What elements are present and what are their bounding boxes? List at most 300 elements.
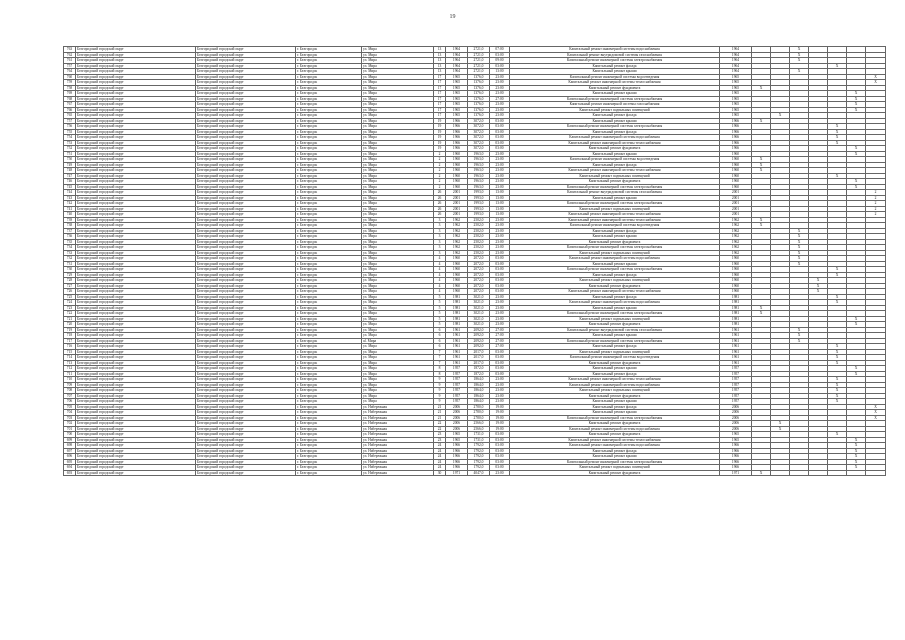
house-cell: 5: [434, 316, 446, 322]
work-type-cell: Капитальный ремонт крыши: [510, 234, 720, 240]
street-cell: ул. Набережная: [362, 443, 434, 449]
work-type-cell: Капитальный ремонт крыши: [510, 305, 720, 311]
period-mark-cell: X: [790, 239, 809, 245]
work-type-cell: Капитальный ремонт подвальных помещений: [510, 388, 720, 394]
area-cell: 2721,0: [468, 47, 490, 53]
municipality-cell: Белгородский городской округ: [76, 151, 196, 157]
street-cell: ул. Мира: [362, 179, 434, 185]
municipality-cell: Белгородский городской округ: [76, 305, 196, 311]
build-year-cell: 1966: [446, 465, 468, 471]
row-number-cell: 715: [64, 349, 76, 355]
street-cell: ул. Мира: [362, 267, 434, 273]
date-cell: 19:00: [490, 410, 510, 416]
house-cell: 6: [434, 327, 446, 333]
street-cell: ул. Мира: [362, 63, 434, 69]
locality-cell: г. Белгородск: [296, 63, 362, 69]
period-mark-cell: 2: [866, 195, 886, 201]
area-cell: 2721,0: [468, 58, 490, 64]
area-cell: 1376,0: [468, 80, 490, 86]
area-cell: 1993,0: [468, 206, 490, 212]
locality-cell: г. Белгородск: [296, 195, 362, 201]
work-type-cell: Капитальный ремонт фасада: [510, 344, 720, 350]
plan-year-cell: 1966: [720, 124, 752, 130]
municipality-cell: Белгородский городской округ: [76, 300, 196, 306]
date-cell: 23:00: [490, 162, 510, 168]
municipality-cell: Белгородский городской округ: [76, 465, 196, 471]
locality-cell: г. Белгородск: [296, 322, 362, 328]
municipality-cell: Белгородский городской округ: [76, 239, 196, 245]
municipality-cell: Белгородский городской округ: [76, 69, 196, 75]
locality-cell: г. Белгородск: [296, 311, 362, 317]
street-cell: ул. Мира: [362, 52, 434, 58]
settlement-cell: Белгородский городской округ: [196, 52, 296, 58]
settlement-cell: Белгородский городской округ: [196, 184, 296, 190]
area-cell: 2072,0: [468, 256, 490, 262]
settlement-cell: Белгородский городской округ: [196, 311, 296, 317]
plan-year-cell: 1960: [720, 168, 752, 174]
work-type-cell: Капитальный ремонт фасада: [510, 294, 720, 300]
area-cell: 2017,0: [468, 360, 490, 366]
row-number-cell: 749: [64, 162, 76, 168]
plan-year-cell: 1962: [720, 217, 752, 223]
row-number-cell: 700: [64, 432, 76, 438]
row-number-cell: 726: [64, 289, 76, 295]
house-cell: 13: [434, 69, 446, 75]
build-year-cell: 1965: [446, 96, 468, 102]
work-type-cell: Капитальный ремонт подвальных помещений: [510, 206, 720, 212]
plan-year-cell: 1964: [720, 69, 752, 75]
build-year-cell: 1960: [446, 157, 468, 163]
row-number-cell: 755: [64, 129, 76, 135]
locality-cell: г. Белгородск: [296, 327, 362, 333]
work-type-cell: Капитальный ремонт крыши: [510, 333, 720, 339]
municipality-cell: Белгородский городской округ: [76, 448, 196, 454]
plan-year-cell: 1957: [720, 382, 752, 388]
municipality-cell: Белгородский городской округ: [76, 91, 196, 97]
build-year-cell: 1965: [446, 74, 468, 80]
build-year-cell: 1981: [446, 305, 468, 311]
house-cell: 17: [434, 113, 446, 119]
date-cell: 03:00: [490, 124, 510, 130]
plan-year-cell: 1966: [720, 146, 752, 152]
settlement-cell: Белгородский городской округ: [196, 371, 296, 377]
work-type-cell: Капитальный ремонт инженерной системы водоснабжения: [510, 135, 720, 141]
plan-year-cell: 1960: [720, 179, 752, 185]
period-mark-cell: X: [828, 399, 847, 405]
date-cell: 27:00: [490, 333, 510, 339]
work-type-cell: Капитальный ремонт инженерной системы водоснабжения: [510, 256, 720, 262]
street-cell: ул. Набережная: [362, 404, 434, 410]
date-cell: 19:00: [490, 415, 510, 421]
build-year-cell: 1960: [446, 179, 468, 185]
plan-year-cell: 2001: [720, 212, 752, 218]
period-mark-cell: X: [790, 47, 809, 53]
locality-cell: г. Белгородск: [296, 338, 362, 344]
period-mark-cell: X: [847, 184, 866, 190]
build-year-cell: 2006: [446, 426, 468, 432]
date-cell: 23:00: [490, 393, 510, 399]
street-cell: ул. Мира: [362, 173, 434, 179]
period-mark-cell: X: [752, 162, 771, 168]
area-cell: 1864,0: [468, 399, 490, 405]
street-cell: ул. Мира: [362, 393, 434, 399]
plan-year-cell: 1964: [720, 47, 752, 53]
settlement-cell: Белгородский городской округ: [196, 432, 296, 438]
row-number-cell: 759: [64, 80, 76, 86]
municipality-cell: Белгородский городской округ: [76, 415, 196, 421]
area-cell: 2566,0: [468, 421, 490, 427]
work-type-cell: Капитальный ремонт подвальных помещений: [510, 173, 720, 179]
street-cell: ул. Набережная: [362, 470, 434, 476]
work-type-cell: Капитальный ремонт инженерной системы электроснабжения: [510, 184, 720, 190]
build-year-cell: 1960: [446, 168, 468, 174]
street-cell: ул. Мира: [362, 140, 434, 146]
work-type-cell: Капитальный ремонт инженерной системы водоснабжения: [510, 426, 720, 432]
municipality-cell: Белгородский городской округ: [76, 107, 196, 113]
locality-cell: г. Белгородск: [296, 69, 362, 75]
row-number-cell: 758: [64, 85, 76, 91]
date-cell: 03:00: [490, 465, 510, 471]
street-cell: ул. Мира: [362, 102, 434, 108]
locality-cell: г. Белгородск: [296, 146, 362, 152]
settlement-cell: Белгородский городской округ: [196, 448, 296, 454]
plan-year-cell: 1957: [720, 366, 752, 372]
date-cell: 23:00: [490, 388, 510, 394]
municipality-cell: Белгородский городской округ: [76, 124, 196, 130]
locality-cell: г. Белгородск: [296, 432, 362, 438]
municipality-cell: Белгородский городской округ: [76, 80, 196, 86]
settlement-cell: Белгородский городской округ: [196, 47, 296, 53]
settlement-cell: Белгородский городской округ: [196, 107, 296, 113]
date-cell: 23:00: [490, 470, 510, 476]
area-cell: 2017,0: [468, 349, 490, 355]
row-number-cell: 704: [64, 410, 76, 416]
settlement-cell: Белгородский городской округ: [196, 135, 296, 141]
municipality-cell: Белгородский городской округ: [76, 360, 196, 366]
period-mark-cell: X: [828, 393, 847, 399]
plan-year-cell: 1961: [720, 360, 752, 366]
work-type-cell: Капитальный ремонт фундамента: [510, 470, 720, 476]
area-cell: 1376,0: [468, 74, 490, 80]
house-cell: 4: [434, 289, 446, 295]
area-cell: 2502,0: [468, 217, 490, 223]
date-cell: 03:00: [490, 289, 510, 295]
row-number-cell: 728: [64, 278, 76, 284]
house-cell: 13: [434, 63, 446, 69]
locality-cell: г. Белгородск: [296, 294, 362, 300]
row-number-cell: 705: [64, 404, 76, 410]
settlement-cell: Белгородский городской округ: [196, 124, 296, 130]
house-cell: 9: [434, 382, 446, 388]
house-cell: 4: [434, 261, 446, 267]
plan-year-cell: 1960: [720, 184, 752, 190]
date-cell: 13:00: [490, 190, 510, 196]
plan-year-cell: 1964: [720, 58, 752, 64]
work-type-cell: Капитальный ремонт инженерной системы теплоснабжения: [510, 140, 720, 146]
municipality-cell: Белгородский городской округ: [76, 162, 196, 168]
period-mark-cell: 2: [866, 212, 886, 218]
street-cell: ул. Мира: [362, 316, 434, 322]
area-cell: 1376,0: [468, 113, 490, 119]
row-number-cell: 769: [64, 91, 76, 97]
work-type-cell: Капитальный ремонт фундамента: [510, 432, 720, 438]
locality-cell: г. Белгородск: [296, 267, 362, 273]
area-cell: 3072,0: [468, 135, 490, 141]
build-year-cell: 1981: [446, 294, 468, 300]
settlement-cell: Белгородский городской округ: [196, 459, 296, 465]
period-mark-cell: X: [752, 217, 771, 223]
date-cell: 03:00: [490, 437, 510, 443]
build-year-cell: 1965: [446, 80, 468, 86]
work-type-cell: Капитальный ремонт инженерной системы электроснабжения: [510, 201, 720, 207]
date-cell: 03:00: [490, 129, 510, 135]
house-cell: 9: [434, 388, 446, 394]
period-mark-cell: [866, 470, 886, 476]
period-mark-cell: X: [847, 91, 866, 97]
row-number-cell: 762: [64, 52, 76, 58]
work-type-cell: Капитальный ремонт инженерной системы водоснабжения: [510, 382, 720, 388]
settlement-cell: Белгородский городской округ: [196, 151, 296, 157]
municipality-cell: Белгородский городской округ: [76, 272, 196, 278]
row-number-cell: 734: [64, 245, 76, 251]
settlement-cell: Белгородский городской округ: [196, 245, 296, 251]
date-cell: 23:00: [490, 91, 510, 97]
settlement-cell: Белгородский городской округ: [196, 113, 296, 119]
street-cell: ул. Мира: [362, 212, 434, 218]
street-cell: ул. Мира: [362, 377, 434, 383]
locality-cell: г. Белгородск: [296, 107, 362, 113]
period-mark-cell: X: [847, 107, 866, 113]
work-type-cell: Капитальный ремонт внутридомовой системы газоснабжения: [510, 190, 720, 196]
area-cell: 1963,0: [468, 162, 490, 168]
plan-year-cell: 1960: [720, 278, 752, 284]
row-number-cell: 701: [64, 426, 76, 432]
area-cell: 4047,0: [468, 470, 490, 476]
plan-year-cell: 1962: [720, 245, 752, 251]
house-cell: 26: [434, 206, 446, 212]
period-mark-cell: X: [828, 135, 847, 141]
date-cell: 23:00: [490, 173, 510, 179]
street-cell: ул. Мира: [362, 201, 434, 207]
locality-cell: г. Белгородск: [296, 162, 362, 168]
street-cell: ул. Мира: [362, 371, 434, 377]
area-cell: 1993,0: [468, 195, 490, 201]
build-year-cell: 1960: [446, 289, 468, 295]
build-year-cell: 1965: [446, 85, 468, 91]
municipality-cell: Белгородский городской округ: [76, 201, 196, 207]
build-year-cell: 1957: [446, 377, 468, 383]
plan-year-cell: 1962: [720, 239, 752, 245]
row-number-cell: 702: [64, 421, 76, 427]
house-cell: 19: [434, 140, 446, 146]
build-year-cell: 1962: [446, 234, 468, 240]
plan-year-cell: 2001: [720, 190, 752, 196]
house-cell: 9: [434, 377, 446, 383]
period-mark-cell: X: [790, 228, 809, 234]
settlement-cell: Белгородский городской округ: [196, 294, 296, 300]
work-type-cell: Капитальный ремонт фасада: [510, 162, 720, 168]
work-type-cell: Капитальный ремонт инженерной системы электроснабжения: [510, 58, 720, 64]
date-cell: 23:00: [490, 311, 510, 317]
work-type-cell: Капитальный ремонт фасада: [510, 228, 720, 234]
street-cell: ул. Мира: [362, 91, 434, 97]
build-year-cell: 1981: [446, 311, 468, 317]
area-cell: 1872,0: [468, 371, 490, 377]
locality-cell: г. Белгородск: [296, 272, 362, 278]
house-cell: 26: [434, 190, 446, 196]
date-cell: 03:00: [490, 135, 510, 141]
work-type-cell: Капитальный ремонт внутридомовой системы газоснабжения: [510, 327, 720, 333]
municipality-cell: Белгородский городской округ: [76, 366, 196, 372]
locality-cell: г. Белгородск: [296, 421, 362, 427]
date-cell: 03:00: [490, 443, 510, 449]
settlement-cell: Белгородский городской округ: [196, 63, 296, 69]
municipality-cell: Белгородский городской округ: [76, 377, 196, 383]
period-mark-cell: X: [771, 421, 790, 427]
period-mark-cell: X: [847, 322, 866, 328]
build-year-cell: 1961: [446, 327, 468, 333]
period-mark-cell: X: [752, 168, 771, 174]
house-cell: 3: [434, 239, 446, 245]
area-cell: 1792,0: [468, 448, 490, 454]
row-number-cell: 737: [64, 228, 76, 234]
build-year-cell: 1966: [446, 443, 468, 449]
municipality-cell: Белгородский городской округ: [76, 267, 196, 273]
street-cell: ул. Мира: [362, 124, 434, 130]
build-year-cell: 1957: [446, 382, 468, 388]
date-cell: 23:00: [490, 382, 510, 388]
plan-year-cell: 1965: [720, 74, 752, 80]
plan-year-cell: 1966: [720, 118, 752, 124]
house-cell: 24: [434, 443, 446, 449]
date-cell: 13:00: [490, 201, 510, 207]
municipality-cell: Белгородский городской округ: [76, 344, 196, 350]
street-cell: ул. Мира: [362, 382, 434, 388]
settlement-cell: Белгородский городской округ: [196, 377, 296, 383]
period-mark-cell: [771, 470, 790, 476]
municipality-cell: Белгородский городской округ: [76, 443, 196, 449]
house-cell: 17: [434, 80, 446, 86]
build-year-cell: 1960: [446, 261, 468, 267]
settlement-cell: Белгородский городской округ: [196, 289, 296, 295]
work-type-cell: Капитальный ремонт внутридомовой системы газоснабжения: [510, 52, 720, 58]
settlement-cell: Белгородский городской округ: [196, 250, 296, 256]
street-cell: ул. Мира: [362, 272, 434, 278]
street-cell: ул. Мира: [362, 305, 434, 311]
plan-year-cell: 1961: [720, 355, 752, 361]
date-cell: 13:00: [490, 195, 510, 201]
period-mark-cell: X: [752, 118, 771, 124]
area-cell: 2072,0: [468, 272, 490, 278]
area-cell: 1376,0: [468, 85, 490, 91]
plan-year-cell: 1960: [720, 151, 752, 157]
settlement-cell: Белгородский городской округ: [196, 360, 296, 366]
row-number-cell: 767: [64, 102, 76, 108]
area-cell: 3021,0: [468, 311, 490, 317]
municipality-cell: Белгородский городской округ: [76, 228, 196, 234]
plan-year-cell: 1960: [720, 173, 752, 179]
municipality-cell: Белгородский городской округ: [76, 129, 196, 135]
settlement-cell: Белгородский городской округ: [196, 338, 296, 344]
row-number-cell: 740: [64, 212, 76, 218]
period-mark-cell: X: [790, 58, 809, 64]
municipality-cell: Белгородский городской округ: [76, 74, 196, 80]
work-type-cell: Капитальный ремонт инженерной системы водоснабжения: [510, 300, 720, 306]
municipality-cell: Белгородский городской округ: [76, 371, 196, 377]
period-mark-cell: X: [790, 69, 809, 75]
date-cell: 09:00: [490, 58, 510, 64]
house-cell: 17: [434, 91, 446, 97]
row-number-cell: 699: [64, 437, 76, 443]
period-mark-cell: X: [828, 272, 847, 278]
row-number-cell: 714: [64, 355, 76, 361]
settlement-cell: Белгородский городской округ: [196, 179, 296, 185]
locality-cell: г. Белгородск: [296, 173, 362, 179]
locality-cell: г. Белгородск: [296, 239, 362, 245]
plan-year-cell: 1960: [720, 283, 752, 289]
plan-year-cell: 1962: [720, 250, 752, 256]
locality-cell: г. Белгородск: [296, 371, 362, 377]
date-cell: 07:00: [490, 47, 510, 53]
area-cell: 1963,0: [468, 151, 490, 157]
date-cell: 03:00: [490, 371, 510, 377]
plan-year-cell: 1966: [720, 465, 752, 471]
period-mark-cell: X: [847, 448, 866, 454]
street-cell: ул. Мира: [362, 157, 434, 163]
settlement-cell: Белгородский городской округ: [196, 437, 296, 443]
area-cell: 2721,0: [468, 52, 490, 58]
work-type-cell: Капитальный ремонт фундамента: [510, 179, 720, 185]
work-type-cell: Капитальный ремонт подвальных помещений: [510, 107, 720, 113]
period-mark-cell: X: [828, 267, 847, 273]
locality-cell: г. Белгородск: [296, 448, 362, 454]
area-cell: 1872,0: [468, 366, 490, 372]
period-mark-cell: X: [790, 333, 809, 339]
house-cell: 4: [434, 272, 446, 278]
repair-schedule-table: [63, 46, 886, 476]
row-number-cell: 725: [64, 294, 76, 300]
area-cell: 3072,0: [468, 118, 490, 124]
date-cell: 03:00: [490, 432, 510, 438]
settlement-cell: Белгородский городской округ: [196, 355, 296, 361]
plan-year-cell: 1965: [720, 96, 752, 102]
locality-cell: г. Белгородск: [296, 135, 362, 141]
row-number-cell: 747: [64, 173, 76, 179]
period-mark-cell: X: [828, 388, 847, 394]
street-cell: ул. Мира: [362, 162, 434, 168]
period-mark-cell: X: [790, 245, 809, 251]
build-year-cell: 1960: [446, 151, 468, 157]
locality-cell: г. Белгородск: [296, 206, 362, 212]
row-number-cell: 697: [64, 448, 76, 454]
area-cell: 2072,0: [468, 283, 490, 289]
municipality-cell: Белгородский городской округ: [76, 316, 196, 322]
municipality-cell: Белгородский городской округ: [76, 294, 196, 300]
locality-cell: г. Белгородск: [296, 382, 362, 388]
work-type-cell: Капитальный ремонт инженерной системы электроснабжения: [510, 267, 720, 273]
row-number-cell: 706: [64, 399, 76, 405]
house-cell: 24: [434, 454, 446, 460]
municipality-cell: Белгородский городской округ: [76, 454, 196, 460]
plan-year-cell: 1960: [720, 162, 752, 168]
date-cell: 03:00: [490, 140, 510, 146]
house-cell: 7: [434, 349, 446, 355]
area-cell: 2092,0: [468, 338, 490, 344]
work-type-cell: Капитальный ремонт подвальных помещений: [510, 250, 720, 256]
build-year-cell: 1957: [446, 399, 468, 405]
municipality-cell: Белгородский городской округ: [76, 283, 196, 289]
date-cell: 13:00: [490, 69, 510, 75]
